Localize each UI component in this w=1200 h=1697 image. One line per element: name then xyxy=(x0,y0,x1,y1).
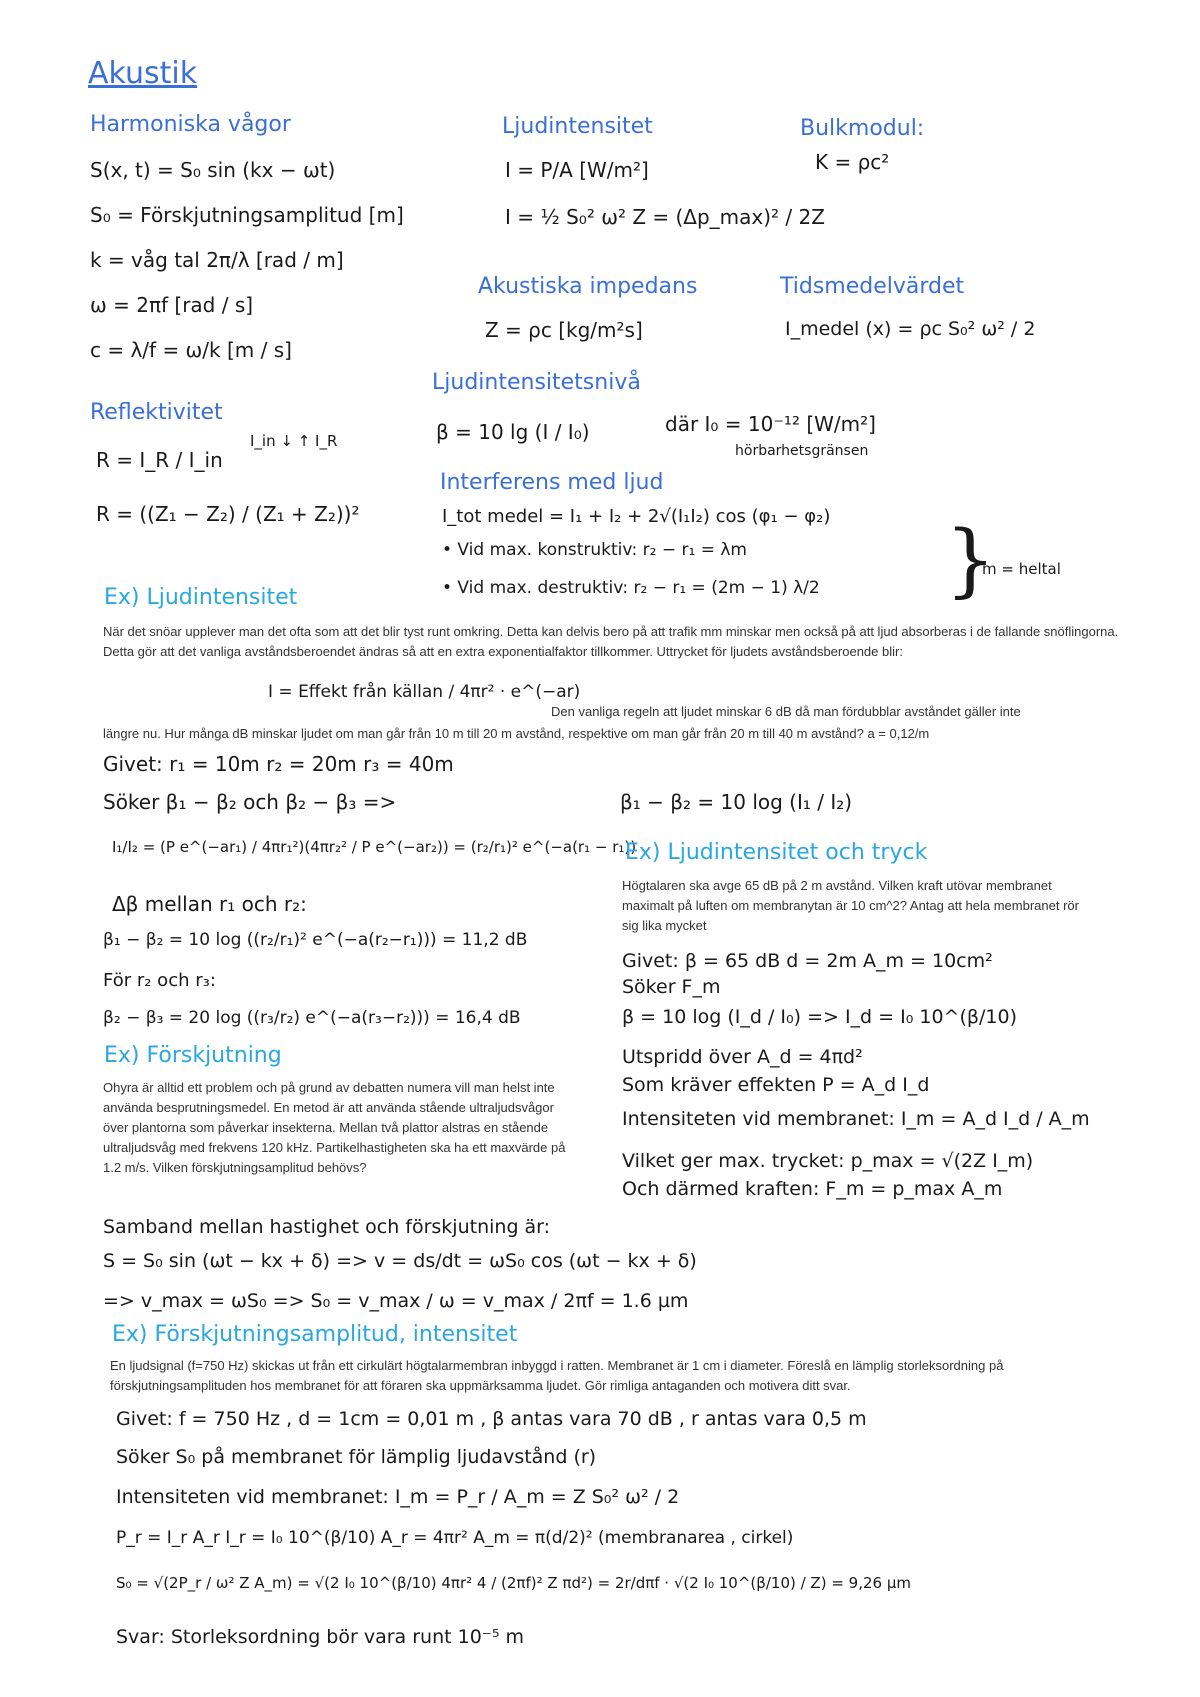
ex1-line: β₂ − β₃ = 20 log ((r₃/r₂) e^(−a(r₃−r₂))) = 16,4 dB xyxy=(103,1008,521,1028)
ex2-line: β = 10 log (I_d / I₀) => I_d = I₀ 10^(β/10) xyxy=(622,1006,1018,1028)
ex1-line: Δβ mellan r₁ och r₂: xyxy=(112,892,307,916)
niva-formula: β = 10 lg (I / I₀) xyxy=(436,420,590,444)
ex4-problem: En ljudsignal (f=750 Hz) skickas ut från ett cirkulärt högtalarmembran inbyggd i ratten. Membranet är 1 cm i diameter. Föreslå en lämplig storleksordning på förskjutningsamplituden hos membranet för att föraren ska uppmärksamma ljudet. Gör rimliga antaganden och motivera ditt svar. xyxy=(110,1358,1004,1393)
brace-icon: } xyxy=(945,513,996,606)
ex1-formula: I = Effekt från källan / 4πr² · e^(−ar) xyxy=(268,682,581,702)
ex3-problem: Ohyra är alltid ett problem och på grund av debatten numera vill man helst inte använda besprutningsmedel. En metod är att använda stående ultraljudsvågor över plantorna som påverkar insekterna. Mellan två plattor alstras en stående ultraljudsvåg med frekvens 120 kHz. Partikelhastigheten ska ha ett maxvärde på 1.2 m/s. Vilken förskjutningsamplitud behövs? xyxy=(103,1080,566,1175)
interferens-item: • Vid max. konstruktiv: r₂ − r₁ = λm xyxy=(442,540,747,560)
harmonic-heading: Harmoniska vågor xyxy=(90,112,291,137)
ex3-line: S = S₀ sin (ωt − kx + δ) => v = ds/dt = ωS₀ cos (ωt − kx + δ) xyxy=(103,1250,697,1272)
harmonic-line: S₀ = Förskjutningsamplitud [m] xyxy=(90,203,404,227)
ex1-line: Givet: r₁ = 10m r₂ = 20m r₃ = 40m xyxy=(103,752,454,776)
ex4-line: S₀ = √(2P_r / ω² Z A_m) = √(2 I₀ 10^(β/10) 4πr² 4 / (2πf)² Z πd²) = 2r/dπf · √(2 I₀ 10^(β/10) / Z) = 9,26 µm xyxy=(116,1574,911,1592)
ex2-heading: Ex) Ljudintensitet och tryck xyxy=(625,840,928,865)
reflektivitet-line: R = ((Z₁ − Z₂) / (Z₁ + Z₂))² xyxy=(96,502,360,526)
interferens-brace-note: m = heltal xyxy=(982,560,1061,578)
reflektivitet-heading: Reflektivitet xyxy=(90,400,223,425)
bulk-heading: Bulkmodul: xyxy=(800,116,925,141)
ex2-line: Söker F_m xyxy=(622,976,721,998)
harmonic-line: ω = 2πf [rad / s] xyxy=(90,293,254,317)
ljudintensitet-heading: Ljudintensitet xyxy=(502,114,653,139)
ex4-line: Intensiteten vid membranet: I_m = P_r / A_m = Z S₀² ω² / 2 xyxy=(116,1486,680,1508)
ex4-answer: Svar: Storleksordning bör vara runt 10⁻⁵ m xyxy=(116,1626,524,1648)
harmonic-line: S(x, t) = S₀ sin (kx − ωt) xyxy=(90,158,336,182)
ex2-line: Som kräver effekten P = A_d I_d xyxy=(622,1074,930,1096)
ex1-problem-a: När det snöar upplever man det ofta som att det blir tyst runt omkring. Detta kan delvis bero på att trafik mm minskar men också på att ljud absorberas i de fallande snöflingorna. Detta gör att det vanliga avståndsberoendet ändras så att en extra exponentialfaktor tillkommer. Uttrycket för ljudets avståndsberoende blir: xyxy=(103,624,1119,659)
niva-heading: Ljudintensitetsnivå xyxy=(432,370,641,395)
interferens-formula: I_tot medel = I₁ + I₂ + 2√(I₁I₂) cos (φ₁ − φ₂) xyxy=(442,506,831,527)
ex1-problem-c: längre nu. Hur många dB minskar ljudet om man går från 10 m till 20 m avstånd, respektive om man går från 20 m till 40 m avstånd? a = 0,12/m xyxy=(103,726,930,741)
ex4-line: P_r = I_r A_r I_r = I₀ 10^(β/10) A_r = 4πr² A_m = π(d/2)² (membranarea , cirkel) xyxy=(116,1528,794,1548)
ex1-problem-b: Den vanliga regeln att ljudet minskar 6 dB då man fördubblar avståndet gäller inte xyxy=(551,704,1021,719)
ex2-problem: Högtalaren ska avge 65 dB på 2 m avstånd. Vilken kraft utövar membranet maximalt på luften om membranytan är 10 cm^2? Antag att hela membranet rör sig lika mycket xyxy=(622,878,1079,933)
ex1-heading: Ex) Ljudintensitet xyxy=(104,585,298,610)
harmonic-line: c = λ/f = ω/k [m / s] xyxy=(90,338,292,362)
impedans-formula: Z = ρc [kg/m²s] xyxy=(485,318,643,342)
niva-where: där I₀ = 10⁻¹² [W/m²] xyxy=(665,412,876,436)
ex1-line: För r₂ och r₃: xyxy=(103,970,216,991)
harmonic-line: k = våg tal 2π/λ [rad / m] xyxy=(90,248,344,272)
ex2-line: Utspridd över A_d = 4πd² xyxy=(622,1046,863,1068)
ex2-line: Och därmed kraften: F_m = p_max A_m xyxy=(622,1178,1003,1200)
bulk-formula: K = ρc² xyxy=(815,150,890,174)
ex4-heading: Ex) Förskjutningsamplitud, intensitet xyxy=(112,1322,518,1347)
page-title: Akustik xyxy=(88,56,198,91)
ljudintensitet-line: I = ½ S₀² ω² Z = (Δp_max)² / 2Z xyxy=(505,205,825,229)
ex1-line: β₁ − β₂ = 10 log ((r₂/r₁)² e^(−a(r₂−r₁))) = 11,2 dB xyxy=(103,930,528,950)
ex2-line: Givet: β = 65 dB d = 2m A_m = 10cm² xyxy=(622,950,993,972)
ex2-line: Intensiteten vid membranet: I_m = A_d I_d / A_m xyxy=(622,1108,1090,1130)
ex3-heading: Ex) Förskjutning xyxy=(104,1043,282,1068)
interferens-heading: Interferens med ljud xyxy=(440,470,664,495)
tidsmedel-formula: I_medel (x) = ρc S₀² ω² / 2 xyxy=(785,318,1036,340)
niva-note: hörbarhetsgränsen xyxy=(735,443,869,459)
ex2-line: Vilket ger max. trycket: p_max = √(2Z I_m) xyxy=(622,1150,1034,1172)
ex1-line: Söker β₁ − β₂ och β₂ − β₃ => xyxy=(103,790,397,814)
reflektivitet-line: R = I_R / I_in xyxy=(96,448,223,472)
tidsmedel-heading: Tidsmedelvärdet xyxy=(780,274,965,299)
ex3-line: Samband mellan hastighet och förskjutning är: xyxy=(103,1216,551,1238)
ex4-line: Söker S₀ på membranet för lämplig ljudavstånd (r) xyxy=(116,1446,597,1468)
ex1-right-formula: β₁ − β₂ = 10 log (I₁ / I₂) xyxy=(620,790,853,814)
ex1-line: I₁/I₂ = (P e^(−ar₁) / 4πr₁²)(4πr₂² / P e^(−ar₂)) = (r₂/r₁)² e^(−a(r₁ − r₁)) xyxy=(112,838,637,856)
reflektivitet-diagram: I_in ↓ ↑ I_R xyxy=(250,432,338,450)
impedans-heading: Akustiska impedans xyxy=(478,274,698,299)
ljudintensitet-line: I = P/A [W/m²] xyxy=(505,158,649,182)
interferens-item: • Vid max. destruktiv: r₂ − r₁ = (2m − 1) λ/2 xyxy=(442,578,820,598)
ex3-line: => v_max = ωS₀ => S₀ = v_max / ω = v_max / 2πf = 1.6 µm xyxy=(103,1290,689,1312)
ex4-line: Givet: f = 750 Hz , d = 1cm = 0,01 m , β antas vara 70 dB , r antas vara 0,5 m xyxy=(116,1408,867,1430)
